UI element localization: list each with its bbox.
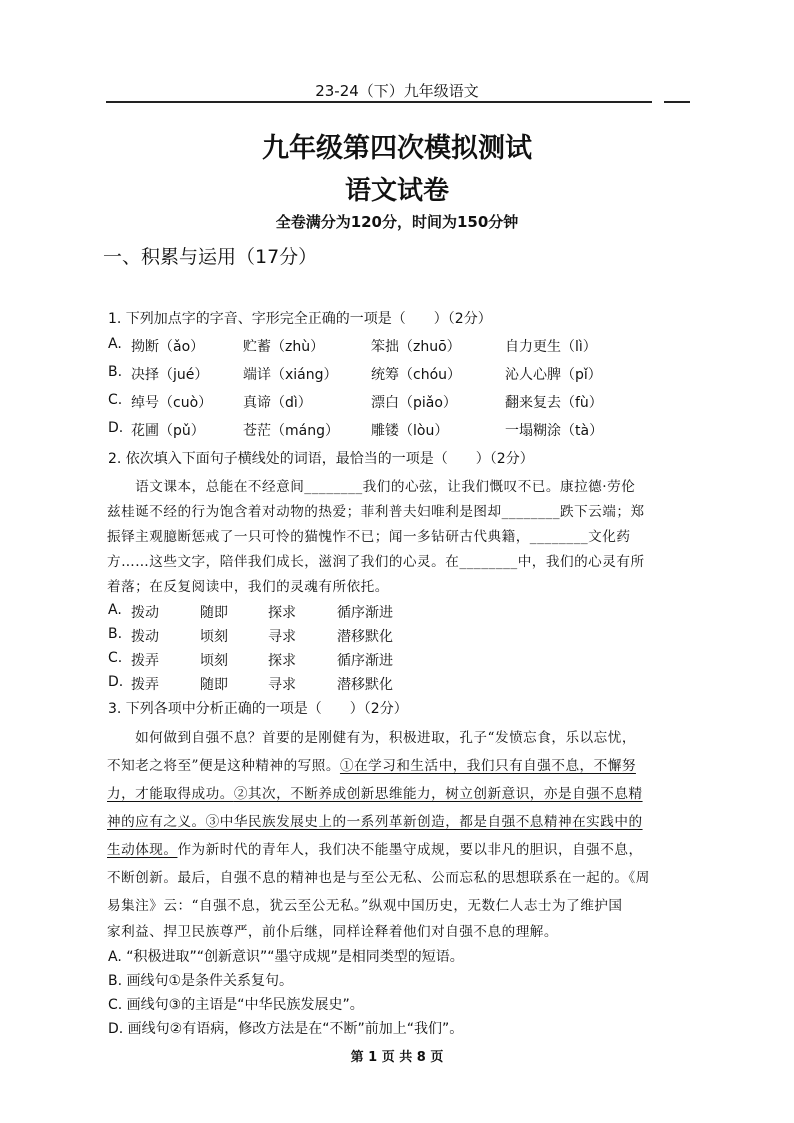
option-cell: 真谛（dì） [243,395,312,411]
question-3-stem: 3. 下列各项中分析正确的一项是（ ）（2分） [108,701,408,717]
option-cell: 拗断（ǎo） [131,339,205,355]
option-cell: 漂白（piǎo） [371,395,457,411]
passage-line: 如何做到自强不息？首要的是刚健有为，积极进取，孔子“发愤忘食，乐以忘忧， [107,730,636,746]
question-3-option-c: C. 画线句③的主语是“中华民族发展史”。 [108,997,364,1013]
option-label: D. [108,674,124,690]
section-heading: 一、积累与运用（17分） [103,246,318,268]
passage-line [107,810,697,830]
option-cell: 拨弄 [131,677,159,693]
option-label: B. [108,626,123,642]
passage-line [107,838,697,858]
option-cell: 探求 [268,653,296,669]
option-cell: 花圃（pǔ） [131,423,205,439]
exam-info: 全卷满分为120分，时间为150分钟 [275,213,519,231]
option-cell: 潜移默化 [337,677,393,693]
option-cell: 顷刻 [200,653,228,669]
passage-line: 振铎主观臆断惩戒了一只可怜的猫愧怍不已；闻一多钻研古代典籍，________文化药 [107,529,631,545]
option-cell: 沁人心脾（pǐ） [505,367,602,383]
option-cell: 探求 [268,605,296,621]
option-cell: 随即 [200,605,228,621]
option-cell: 寻求 [268,629,296,645]
option-cell: 潜移默化 [337,629,393,645]
option-label: A. [108,602,122,618]
question-2-stem: 2. 依次填入下面句子横线处的词语，最恰当的一项是（ ）（2分） [108,451,534,467]
passage-line [107,782,697,802]
passage-line: 不断创新。最后，自强不息的精神也是与至公无私、公而忘私的思想联系在一起的。《周 [107,870,650,886]
underlined-sentence-2: ②其次，不断养成创新思维能力，树立创新意识，亦是自强不息精 [233,786,643,802]
option-cell: 循序渐进 [337,605,393,621]
header-rule [106,101,652,103]
underlined-sentence-3: 生动体现。 [107,842,178,858]
header-rule-short [664,101,690,103]
passage-line: 着落；在反复阅读中，我们的灵魂有所依托。 [107,579,389,595]
question-3-option-a: A. “积极进取”“创新意识”“墨守成规”是相同类型的短语。 [108,949,464,965]
exam-subject-title: 语文试卷 [344,176,449,206]
option-cell: 寻求 [268,677,296,693]
option-cell: 拨动 [131,605,159,621]
page-number: 第 1 页 共 8 页 [350,1050,444,1065]
option-label: D. [108,420,124,436]
option-cell: 决择（jué） [131,367,209,383]
passage-line: 易集注》云：“自强不息，犹云至公无私。”纵观中国历史，无数仁人志士为了维护国 [107,898,623,914]
passage-text: 不知老之将至”便是这种精神的写照。 [107,758,340,774]
passage-text: 作为新时代的青年人，我们决不能墨守成规，要以非凡的胆识，自强不息， [177,842,643,858]
question-3-option-d: D. 画线句②有语病，修改方法是在“不断”前加上“我们”。 [108,1021,464,1037]
option-cell: 拨弄 [131,653,159,669]
page-header: 23-24（下）九年级语文 [315,82,479,100]
passage-line: 方……这些文字，陪伴我们成长，滋润了我们的心灵。在________中，我们的心灵有所 [107,554,645,570]
option-cell: 拨动 [131,629,159,645]
option-cell: 雕镂（lòu） [371,423,449,439]
question-1-stem: 1. 下列加点字的字音、字形完全正确的一项是（ ）（2分） [108,311,492,327]
option-label: B. [108,364,123,380]
underlined-sentence-1: 力，才能取得成功。 [107,786,234,802]
exam-title: 九年级第四次模拟测试 [262,133,532,164]
option-cell: 顷刻 [200,629,228,645]
option-cell: 绰号（cuò） [131,395,213,411]
passage-line: 语文课本，总能在不经意间________我们的心弦，让我们慨叹不已。康拉德·劳伦 [107,479,636,495]
option-label: A. [108,336,122,352]
option-cell: 自力更生（lì） [505,339,597,355]
passage-line: 兹桂诞不经的行为饱含着对动物的热爱；菲利普夫妇唯利是图却________跌下云端；郑 [107,504,645,520]
underlined-sentence-1: ①在学习和生活中，我们只有自强不息，不懈努 [339,758,636,774]
underlined-sentence-3: ③中华民族发展史上的一系列革新创造，都是自强不息精神在实践中的 [205,814,643,830]
option-cell: 统筹（chóu） [371,367,462,383]
underlined-sentence-2: 神的应有之义。 [107,814,206,830]
passage-line [107,754,697,774]
option-cell: 笨拙（zhuō） [371,339,461,355]
option-cell: 循序渐进 [337,653,393,669]
option-cell: 端详（xiáng） [243,367,338,383]
option-cell: 一塌糊涂（tà） [505,423,604,439]
option-cell: 苍茫（máng） [243,423,339,439]
question-3-option-b: B. 画线句①是条件关系复句。 [108,973,294,989]
option-label: C. [108,650,123,666]
option-cell: 贮蓄（zhù） [243,339,325,355]
passage-line: 家利益、捍卫民族尊严，前仆后继，同样诠释着他们对自强不息的理解。 [107,924,558,940]
option-label: C. [108,392,123,408]
option-cell: 翻来复去（fù） [505,395,603,411]
option-cell: 随即 [200,677,228,693]
